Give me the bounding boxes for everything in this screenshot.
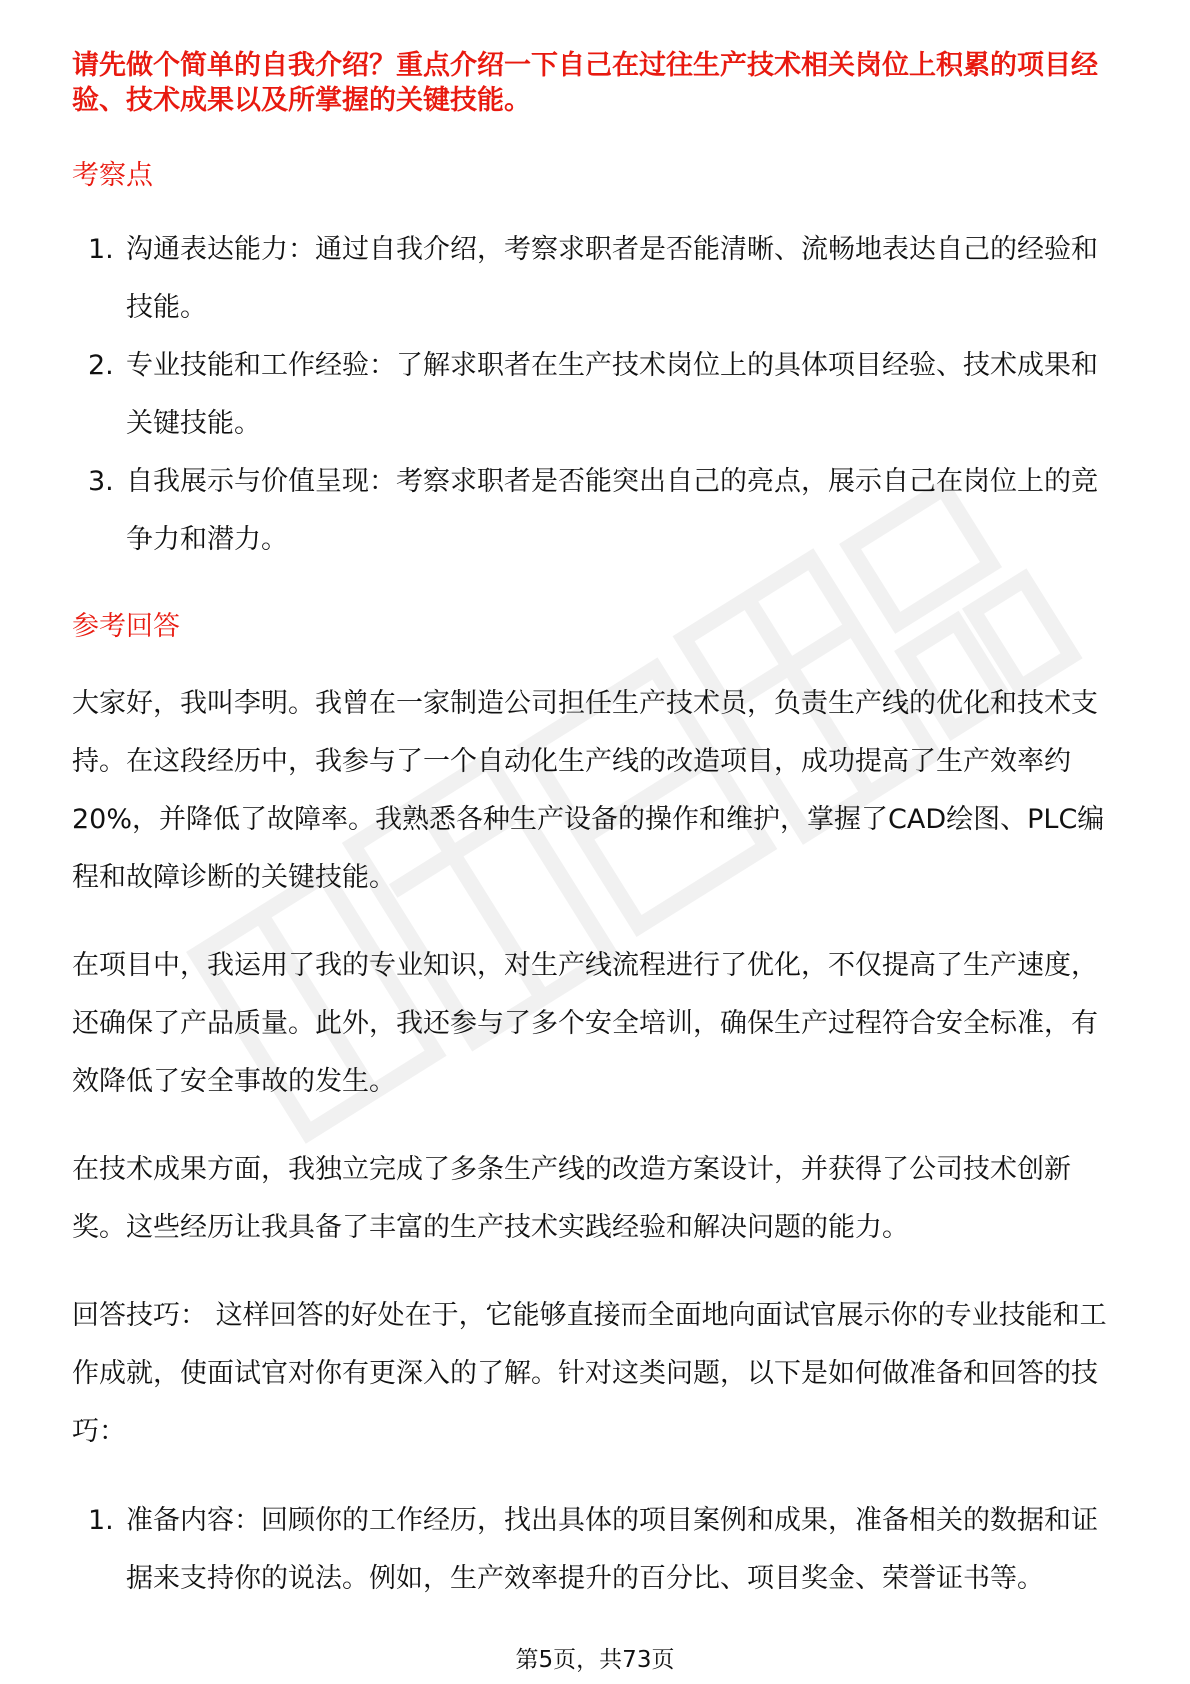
list-item xyxy=(72,337,1117,453)
list-item-text: 自我展示与价值呈现：考察求职者是否能突出自己的亮点，展示自己在岗位上的竞争力和潜力。 xyxy=(126,466,1098,555)
document-page xyxy=(72,48,1117,1608)
answer-heading: 参考回答 xyxy=(72,611,180,642)
answer-tips-intro: 回答技巧： 这样回答的好处在于，它能够直接而全面地向面试官展示你的专业技能和工作成就，使面试官对你有更深入的了解。针对这类问题，以下是如何做准备和回答的技巧： xyxy=(72,1300,1107,1447)
list-number: 1. xyxy=(88,234,114,265)
list-item xyxy=(72,453,1117,569)
list-item-text: 准备内容：回顾你的工作经历，找出具体的项目案例和成果，准备相关的数据和证据来支持你的说法。例如，生产效率提升的百分比、项目奖金、荣誉证书等。 xyxy=(126,1505,1098,1594)
list-item-text: 专业技能和工作经验：了解求职者在生产技术岗位上的具体项目经验、技术成果和关键技能。 xyxy=(126,350,1098,439)
answer-paragraph: 在技术成果方面，我独立完成了多条生产线的改造方案设计，并获得了公司技术创新奖。这些经历让我具备了丰富的生产技术实践经验和解决问题的能力。 xyxy=(72,1154,1071,1243)
points-heading: 考察点 xyxy=(72,160,153,191)
list-item-text: 沟通表达能力：通过自我介绍，考察求职者是否能清晰、流畅地表达自己的经验和技能。 xyxy=(126,234,1098,323)
tips-list xyxy=(72,1492,1117,1608)
points-list xyxy=(72,221,1117,569)
page-footer: 第5页，共73页 xyxy=(515,1647,675,1673)
answer-paragraph: 在项目中，我运用了我的专业知识，对生产线流程进行了优化，不仅提高了生产速度，还确保了产品质量。此外，我还参与了多个安全培训，确保生产过程符合安全标准，有效降低了安全事故的发生。 xyxy=(72,950,1098,1097)
list-number: 1. xyxy=(88,1505,114,1536)
list-number: 3. xyxy=(88,466,114,497)
list-number: 2. xyxy=(88,350,114,381)
interview-question: 请先做个简单的自我介绍？重点介绍一下自己在过往生产技术相关岗位上积累的项目经验、技术成果以及所掌握的关键技能。 xyxy=(72,50,1098,116)
list-item xyxy=(72,1492,1117,1608)
answer-paragraph: 大家好，我叫李明。我曾在一家制造公司担任生产技术员，负责生产线的优化和技术支持。在这段经历中，我参与了一个自动化生产线的改造项目，成功提高了生产效率约20%，并降低了故障率。我熟悉各种生产设备的操作和维护，掌握了CAD绘图、PLC编程和故障诊断的关键技能。 xyxy=(72,688,1105,893)
list-item xyxy=(72,221,1117,337)
